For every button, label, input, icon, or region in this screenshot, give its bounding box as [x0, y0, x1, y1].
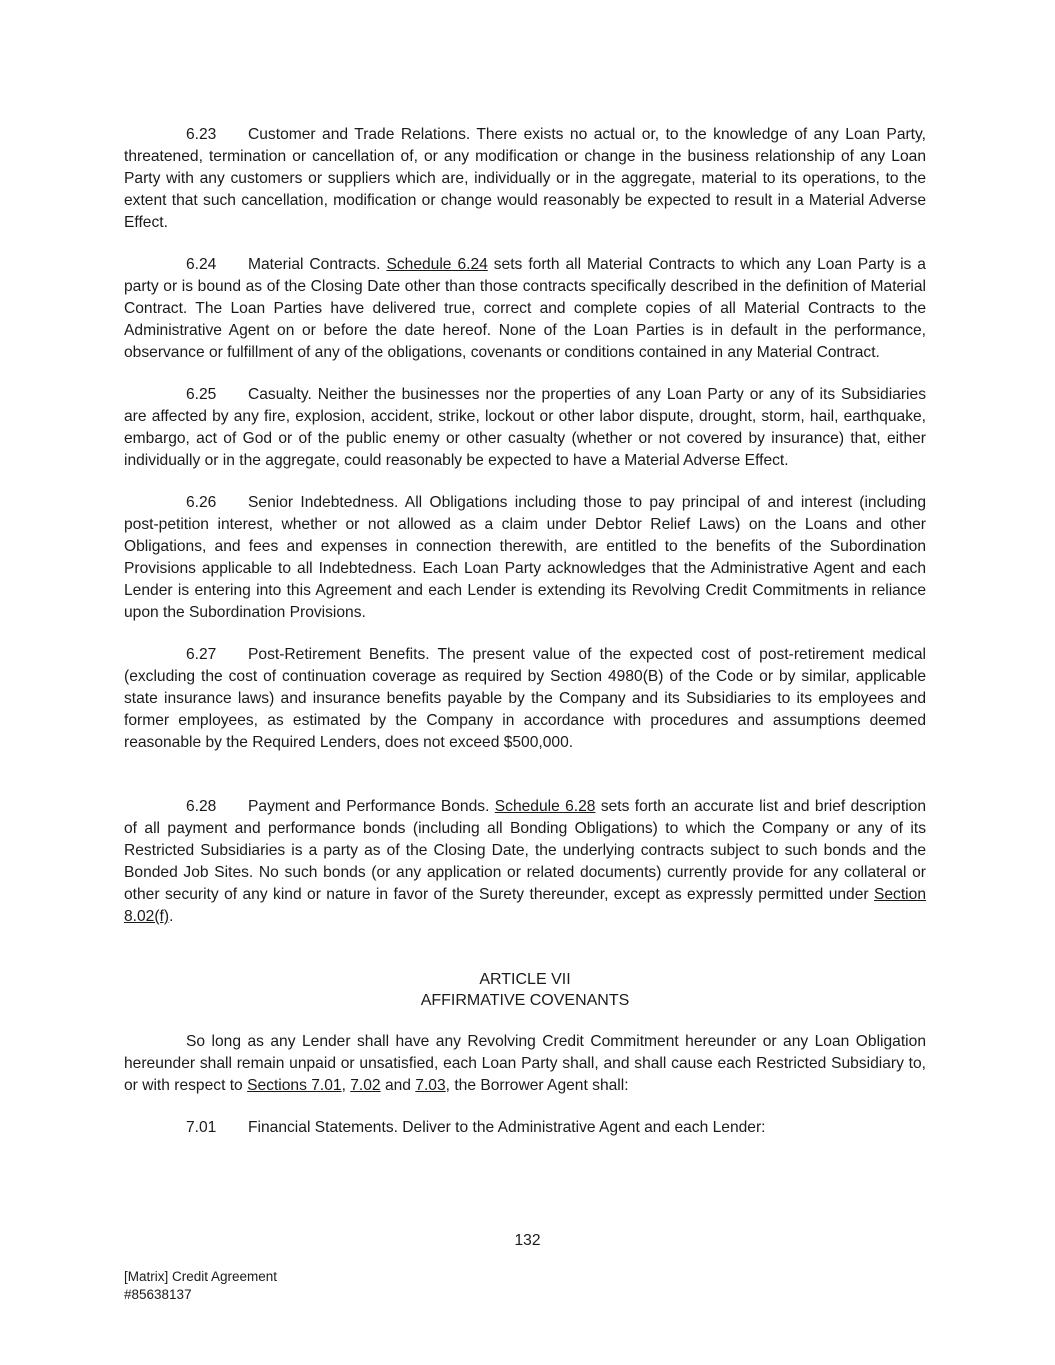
- section-punct: .: [169, 908, 174, 925]
- section-number: 6.25: [186, 386, 217, 403]
- section-title: Post-Retirement Benefits: [248, 646, 426, 663]
- section-title: Financial Statements: [248, 1119, 394, 1136]
- article-heading: [124, 969, 926, 1011]
- section-title: Payment and Performance Bonds: [248, 798, 486, 815]
- intro-text: So long as any Lender shall have any Revolving Credit Commitment hereunder or any Loan Obligation hereunder shall remain unpaid or unsatisfied, each Loan Party shall, and shall cause each Restricted Subsidiary to, or with respect to: [124, 1033, 926, 1094]
- section-body: sets forth an accurate list and brief description of all payment and performance bonds (including all Bonding Obligations) to which the Company or any of its Restricted Subsidiaries is a party as of the Closing Date, the underlying contracts subject to such bonds and the Bonded Job Sites. No such bonds (or any application or related documents) currently provide for any collateral or other security of any kind or nature in favor of the Surety thereunder, except as expressly permitted under: [124, 798, 926, 903]
- document-name: [Matrix] Credit Agreement: [124, 1269, 278, 1284]
- intro-separator: and: [380, 1077, 416, 1094]
- section-reference-link[interactable]: Section 8.02(f): [124, 886, 926, 925]
- section-reference-link[interactable]: Sections 7.01: [247, 1077, 342, 1094]
- section-number: 6.24: [186, 256, 217, 273]
- section-number: 6.23: [186, 126, 217, 143]
- section-punct: .: [485, 798, 495, 815]
- section-body: . There exists no actual or, to the knowledge of any Loan Party, threatened, termination or cancellation of, or any modification or change in the business relationship of any Loan Party with any customers or suppliers which are, individually or in the aggregate, material to its operations, to the extent that such cancellation, modification or change would reasonably be expected to result in a Material Adverse Effect.: [124, 126, 926, 231]
- section-punct: .: [376, 256, 387, 273]
- section-title: Customer and Trade Relations: [248, 126, 466, 143]
- section-6-23: [124, 124, 926, 234]
- intro-text: , the Borrower Agent shall:: [445, 1077, 629, 1094]
- section-title: Material Contracts: [248, 256, 377, 273]
- section-6-28: [124, 796, 926, 928]
- intro-separator: ,: [341, 1077, 351, 1094]
- section-number: 6.28: [186, 798, 217, 815]
- section-reference-link[interactable]: 7.03: [415, 1077, 446, 1094]
- section-body: . The present value of the expected cost of post-retirement medical (excluding the cost of continuation coverage as required by Section 4980(B) of the Code or by similar, applicable state insurance laws) and insurance benefits payable by the Company and its Subsidiaries to its employees and former employees, as estimated by the Company in accordance with procedures and assumptions deemed reasonable by the Required Lenders, does not exceed $500,000.: [124, 646, 926, 751]
- section-number: 6.27: [186, 646, 217, 663]
- section-body: . Neither the businesses nor the properties of any Loan Party or any of its Subsidiaries are affected by any fire, explosion, accident, strike, lockout or other labor dispute, drought, storm, hail, earthquake, embargo, act of God or of the public enemy or other casualty (whether or not covered by insurance) that, either individually or in the aggregate, could reasonably be expected to have a Material Adverse Effect.: [124, 386, 926, 469]
- section-reference-link[interactable]: 7.02: [350, 1077, 381, 1094]
- document-id: #85638137: [124, 1287, 192, 1302]
- section-title: Casualty: [248, 386, 308, 403]
- article-number: ARTICLE VII: [479, 971, 571, 988]
- document-footer: [124, 1268, 277, 1304]
- section-6-25: [124, 384, 926, 472]
- article-title: AFFIRMATIVE COVENANTS: [420, 992, 630, 1009]
- article-intro: [124, 1031, 926, 1097]
- section-body: . Deliver to the Administrative Agent and each Lender:: [393, 1119, 766, 1136]
- page-number: 132: [514, 1232, 541, 1249]
- section-body: . All Obligations including those to pay principal of and interest (including post-petition interest, whether or not allowed as a claim under Debtor Relief Laws) on the Loans and other Obligations, and fees and expenses in connection therewith, are entitled to the benefits of the Subordination Provisions applicable to all Indebtedness. Each Loan Party acknowledges that the Administrative Agent and each Lender is entering into this Agreement and each Lender is extending its Revolving Credit Commitments in reliance upon the Subordination Provisions.: [124, 494, 927, 621]
- section-number: 6.26: [186, 494, 217, 511]
- schedule-link[interactable]: Schedule 6.24: [386, 256, 488, 273]
- section-number: 7.01: [186, 1119, 217, 1136]
- schedule-link[interactable]: Schedule 6.28: [494, 798, 596, 815]
- section-6-27: [124, 644, 926, 754]
- document-page: [124, 124, 926, 1139]
- section-title: Senior Indebtedness: [248, 494, 395, 511]
- section-body: sets forth all Material Contracts to which any Loan Party is a party or is bound as of the Closing Date other than those contracts specifically described in the definition of Material Contract. The Loan Parties have delivered true, correct and complete copies of all Material Contracts to the Administrative Agent on or before the date hereof. None of the Loan Parties is in default in the performance, observance or fulfillment of any of the obligations, covenants or conditions contained in any Material Contract.: [124, 256, 926, 361]
- section-6-26: [124, 492, 926, 624]
- section-6-24: [124, 254, 926, 364]
- section-7-01: [124, 1117, 926, 1139]
